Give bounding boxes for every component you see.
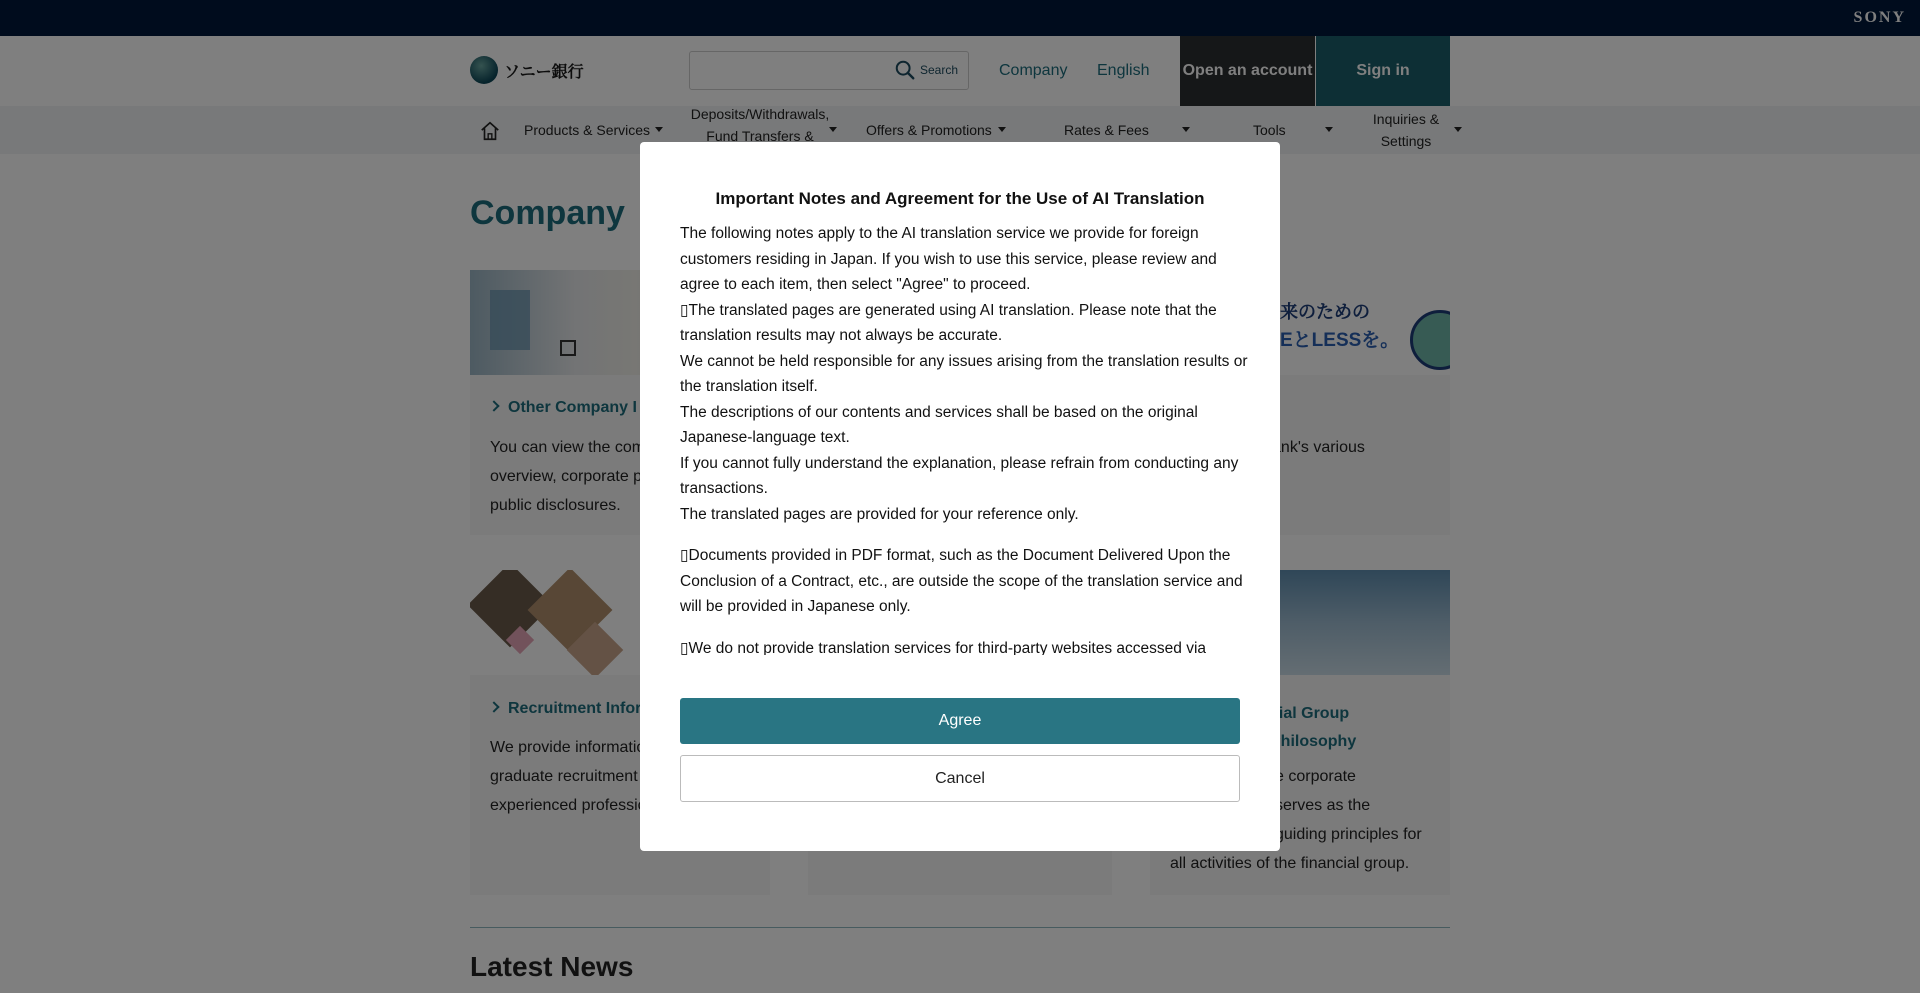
dialog-scroll-area[interactable] xyxy=(680,221,1250,655)
cancel-button[interactable]: Cancel xyxy=(680,755,1240,802)
dialog-paragraph: ▯Documents provided in PDF format, such as the Document Delivered Upon the Conclusion of a Contract, etc., are outside the scope of the translation service and will be provided in Japanese only. xyxy=(680,547,1243,615)
dialog-paragraph: If you cannot fully understand the explanation, please refrain from conducting any transactions. xyxy=(680,454,1239,497)
dialog-title: Important Notes and Agreement for the Use of AI Translation xyxy=(715,189,1205,208)
dialog-paragraph: The following notes apply to the AI translation service we provide for foreign customers residing in Japan. If you wish to use this service, please review and agree to each item, then select "Agree" to proceed. xyxy=(680,225,1217,293)
dialog-paragraph: The translated pages are provided for your reference only. xyxy=(680,505,1079,523)
dialog-paragraph: ▯We do not provide translation services for third-party websites accessed via xyxy=(680,639,1207,655)
agree-button[interactable]: Agree xyxy=(680,698,1240,744)
spacer xyxy=(680,527,1250,543)
ai-translation-agreement-dialog xyxy=(640,142,1280,851)
spacer xyxy=(680,620,1250,636)
dialog-paragraph: ▯The translated pages are generated using AI translation. Please note that the translation results may not always be accurate. xyxy=(680,301,1217,344)
dialog-paragraph: The descriptions of our contents and services shall be based on the original Japanese-language text. xyxy=(680,403,1198,446)
dialog-paragraph: We cannot be held responsible for any issues arising from the translation results or the translation itself. xyxy=(680,352,1248,395)
